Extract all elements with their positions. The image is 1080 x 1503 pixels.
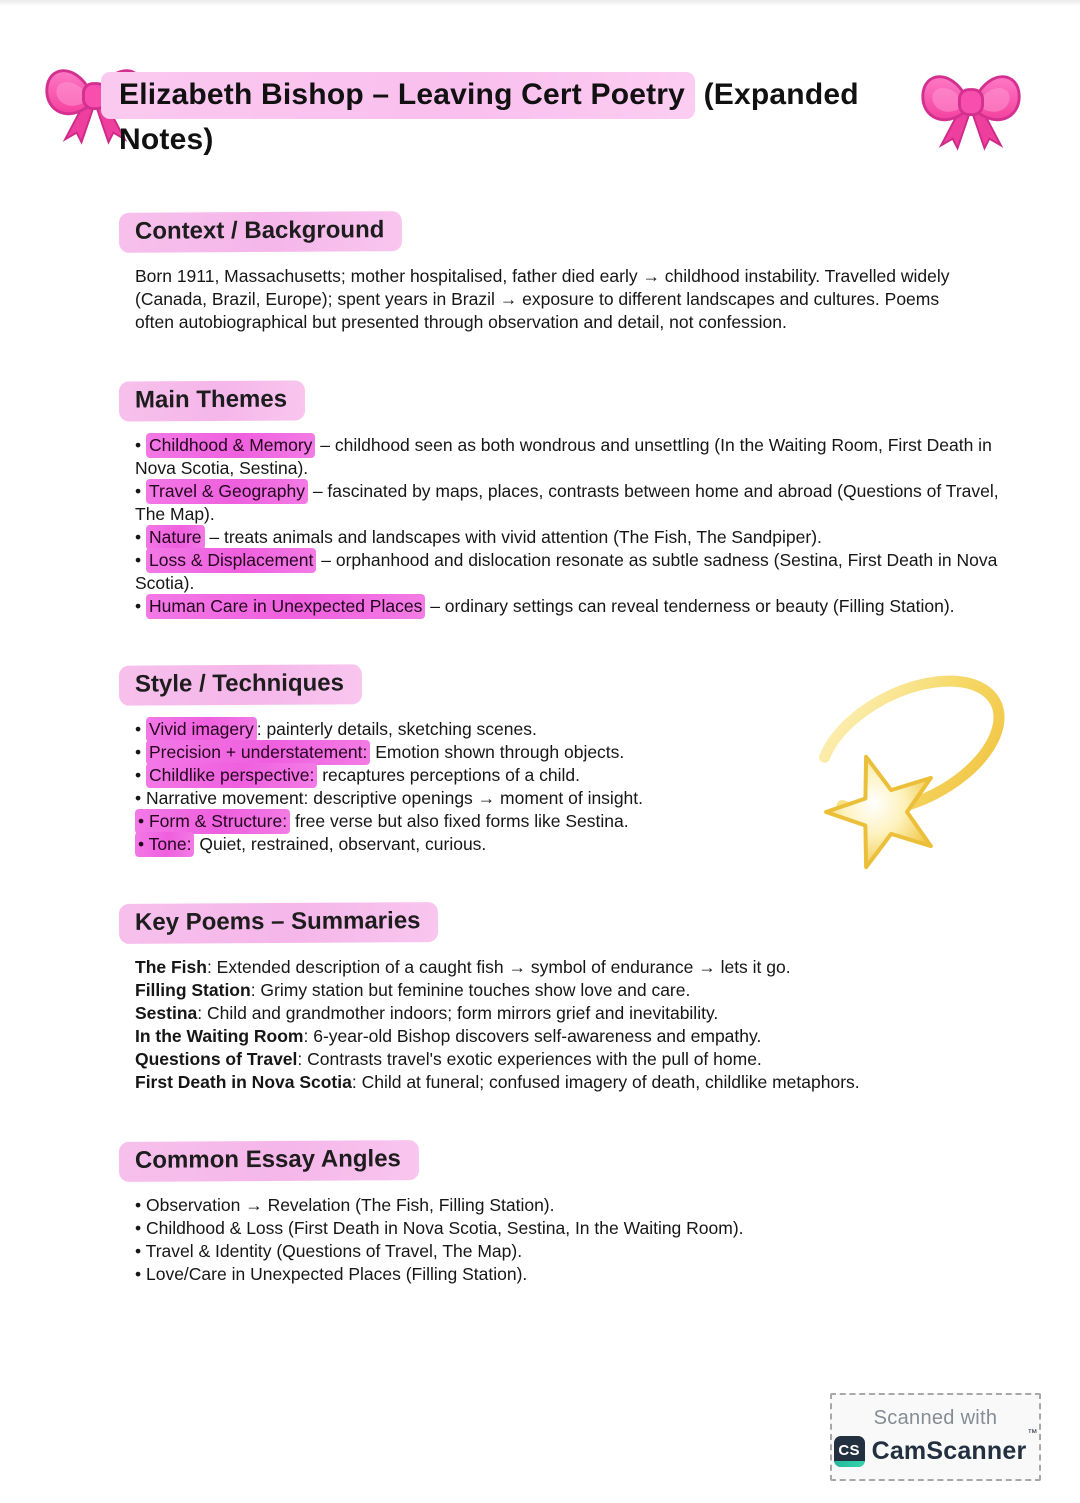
document-page xyxy=(119,72,1015,1286)
camscanner-logo-icon xyxy=(834,1436,865,1467)
text-run: • xyxy=(135,481,146,501)
poem-name: In the Waiting Room xyxy=(135,1026,304,1046)
text-run: – childhood seen as both wondrous and unsettling (In the Waiting Room, First Death in Nova Scotia, Sestina). xyxy=(135,435,992,478)
section-items xyxy=(119,956,1003,1094)
list-item xyxy=(135,1263,1003,1286)
text-run: • xyxy=(135,527,146,547)
poem-name: Questions of Travel xyxy=(135,1049,298,1069)
section-heading: Style / Techniques xyxy=(119,664,362,705)
highlight-keyword: • Tone: xyxy=(135,832,194,857)
highlight-keyword: Loss & Displacement xyxy=(146,548,316,573)
text-run: – orphanhood and dislocation resonate as subtle sadness (Sestina, First Death in Nova Scotia). xyxy=(135,550,998,593)
text-run: – ordinary settings can reveal tenderness or beauty (Filling Station). xyxy=(425,596,955,616)
list-item xyxy=(135,434,1003,480)
list-item xyxy=(135,480,1003,526)
highlight-keyword: Childhood & Memory xyxy=(146,433,315,458)
list-item xyxy=(135,741,1003,764)
list-item xyxy=(135,1217,1003,1240)
highlight-keyword: Vivid imagery xyxy=(146,717,257,742)
text-run: • Narrative movement: descriptive openings → moment of insight. xyxy=(135,788,644,808)
highlight-keyword: Travel & Geography xyxy=(146,479,308,504)
section-heading: Key Poems – Summaries xyxy=(119,902,439,944)
text-run: • xyxy=(135,435,146,455)
text-run: • xyxy=(135,596,146,616)
poem-name: The Fish xyxy=(135,957,207,977)
section-heading-row xyxy=(119,903,1015,943)
highlight-keyword: • Form & Structure: xyxy=(135,809,290,834)
text-run: free verse but also fixed forms like Sestina. xyxy=(290,811,629,831)
text-run: : Child and grandmother indoors; form mirrors grief and inevitability. xyxy=(197,1003,719,1023)
text-run: Quiet, restrained, observant, curious. xyxy=(194,834,487,854)
text-run: • Travel & Identity (Questions of Travel, The Map). xyxy=(135,1241,523,1261)
list-item xyxy=(135,1240,1003,1263)
text-run: : Contrasts travel's exotic experiences with the pull of home. xyxy=(297,1049,762,1069)
section-heading-row xyxy=(119,212,1015,252)
scan-edge-artifact xyxy=(0,0,1080,6)
scanned-with-label: Scanned with xyxy=(873,1407,998,1429)
list-item xyxy=(135,549,1003,595)
section-heading-row xyxy=(119,1141,1015,1181)
list-item xyxy=(135,833,1003,856)
list-item xyxy=(135,764,1003,787)
title-line2: Notes) xyxy=(119,123,214,156)
section-heading-row xyxy=(119,381,1015,421)
section-heading-row xyxy=(119,665,1015,705)
section-essay-angles xyxy=(119,1141,1015,1286)
text-run: Emotion shown through objects. xyxy=(370,742,625,762)
text-run: : Child at funeral; confused imagery of death, childlike metaphors. xyxy=(351,1072,860,1092)
camscanner-brand-name: CamScanner™ xyxy=(871,1428,1038,1465)
text-run: : painterly details, sketching scenes. xyxy=(256,719,537,739)
highlight-keyword: Human Care in Unexpected Places xyxy=(146,594,425,619)
list-item xyxy=(135,956,1003,979)
section-paragraph: Born 1911, Massachusetts; mother hospitalised, father died early → childhood instability. Travelled widely (Canada, Brazil, Europe); spent years in Brazil → exposure to different landscapes and cultures. Poems often autobiographical but presented through observation and detail, not confession. xyxy=(135,266,950,332)
highlight-keyword: Precision + understatement: xyxy=(146,740,370,765)
text-run: recaptures perceptions of a child. xyxy=(317,765,581,785)
list-item xyxy=(135,979,1003,1002)
text-run: • xyxy=(135,742,146,762)
list-item xyxy=(135,1002,1003,1025)
section-main-themes xyxy=(119,381,1015,618)
text-run: : Extended description of a caught fish → symbol of endurance → lets it go. xyxy=(206,957,791,977)
list-item xyxy=(135,1194,1003,1217)
list-item xyxy=(135,595,1003,618)
text-run: • xyxy=(135,550,146,570)
camscanner-logo-text: CS xyxy=(838,1441,860,1459)
section-items xyxy=(119,1194,1003,1286)
list-item xyxy=(135,1048,1003,1071)
list-item xyxy=(135,1071,1003,1094)
section-key-poems xyxy=(119,903,1015,1094)
list-item xyxy=(135,787,1003,810)
title-highlight: Elizabeth Bishop – Leaving Cert Poetry xyxy=(101,72,695,119)
text-run: • xyxy=(135,765,146,785)
list-item xyxy=(135,810,1003,833)
section-heading: Main Themes xyxy=(119,380,305,421)
section-heading: Common Essay Angles xyxy=(119,1140,419,1182)
section-items xyxy=(119,434,1003,618)
text-run: : Grimy station but feminine touches show love and care. xyxy=(250,980,691,1000)
text-run: : 6-year-old Bishop discovers self-awareness and empathy. xyxy=(303,1026,762,1046)
text-run: – fascinated by maps, places, contrasts between home and abroad (Questions of Travel, The Map). xyxy=(135,481,999,524)
text-run: • xyxy=(135,719,146,739)
title-rest: (Expanded xyxy=(695,78,859,111)
section-items xyxy=(119,718,1003,856)
text-run: – treats animals and landscapes with vivid attention (The Fish, The Sandpiper). xyxy=(204,527,822,547)
camscanner-brand-row xyxy=(834,1428,1038,1467)
page-title xyxy=(119,72,1015,162)
camscanner-watermark xyxy=(830,1393,1041,1481)
text-run: • Observation → Revelation (The Fish, Filling Station). xyxy=(135,1195,555,1215)
poem-name: Filling Station xyxy=(135,980,251,1000)
poem-name: Sestina xyxy=(135,1003,198,1023)
highlight-keyword: Nature xyxy=(146,525,205,550)
sections xyxy=(119,212,1015,1286)
section-style-techniques xyxy=(119,665,1015,856)
list-item xyxy=(135,1025,1003,1048)
highlight-keyword: Childlike perspective: xyxy=(146,763,317,788)
section-heading: Context / Background xyxy=(119,211,403,253)
poem-name: First Death in Nova Scotia xyxy=(135,1072,352,1092)
list-item xyxy=(135,526,1003,549)
text-run: • Childhood & Loss (First Death in Nova Scotia, Sestina, In the Waiting Room). xyxy=(135,1218,744,1238)
list-item xyxy=(135,718,1003,741)
text-run: • Love/Care in Unexpected Places (Filling Station). xyxy=(135,1264,528,1284)
section-context xyxy=(119,212,1015,334)
